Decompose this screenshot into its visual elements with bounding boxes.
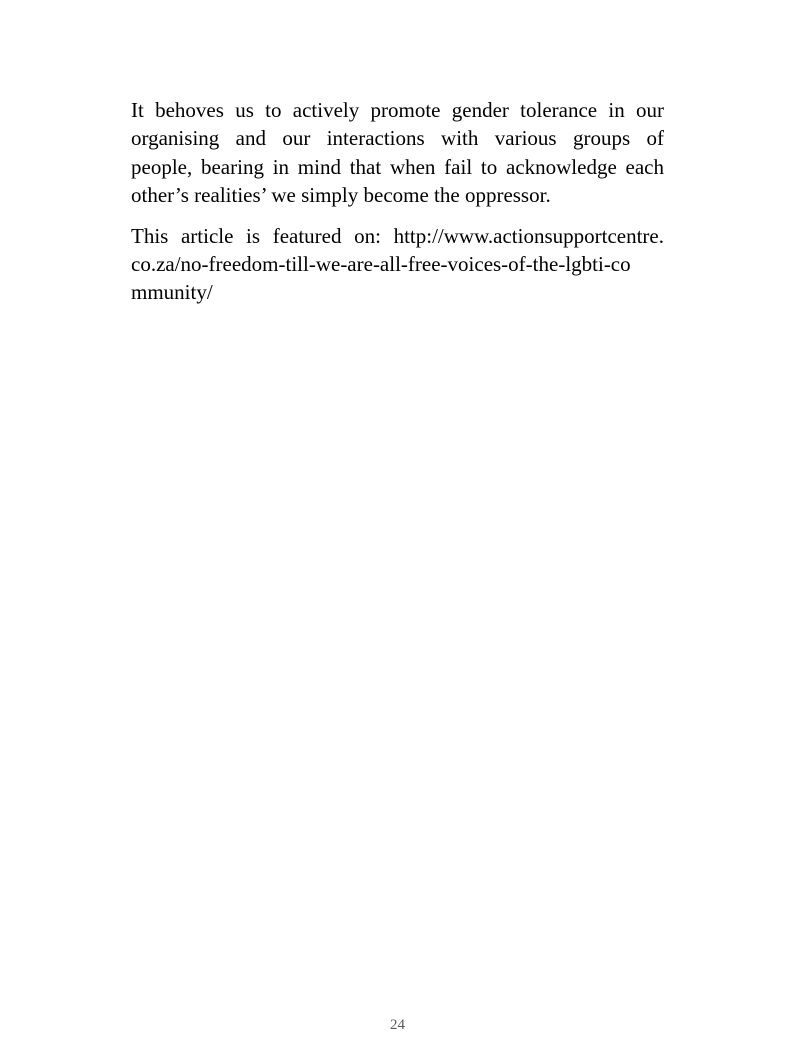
- text-line: people, bearing in mind that when fail to acknowledge each: [131, 154, 664, 179]
- paragraph-article-source-url: [131, 222, 664, 307]
- page-number: 24: [390, 1017, 405, 1033]
- text-line: other’s realities’ we simply become the oppressor.: [131, 183, 551, 208]
- text-line-url: co.za/no-freedom-till-we-are-all-free-voices-of-the-lgbti-co: [131, 252, 631, 277]
- text-line: This article is featured on: http://www.actionsupportcentre.: [131, 223, 664, 248]
- paragraph-gender-tolerance: [131, 96, 664, 210]
- text-block: [131, 96, 664, 319]
- text-line: organising and our interactions with various groups of: [131, 126, 664, 151]
- text-line: It behoves us to actively promote gender tolerance in our: [131, 98, 664, 122]
- text-line-url: mmunity/: [131, 280, 213, 305]
